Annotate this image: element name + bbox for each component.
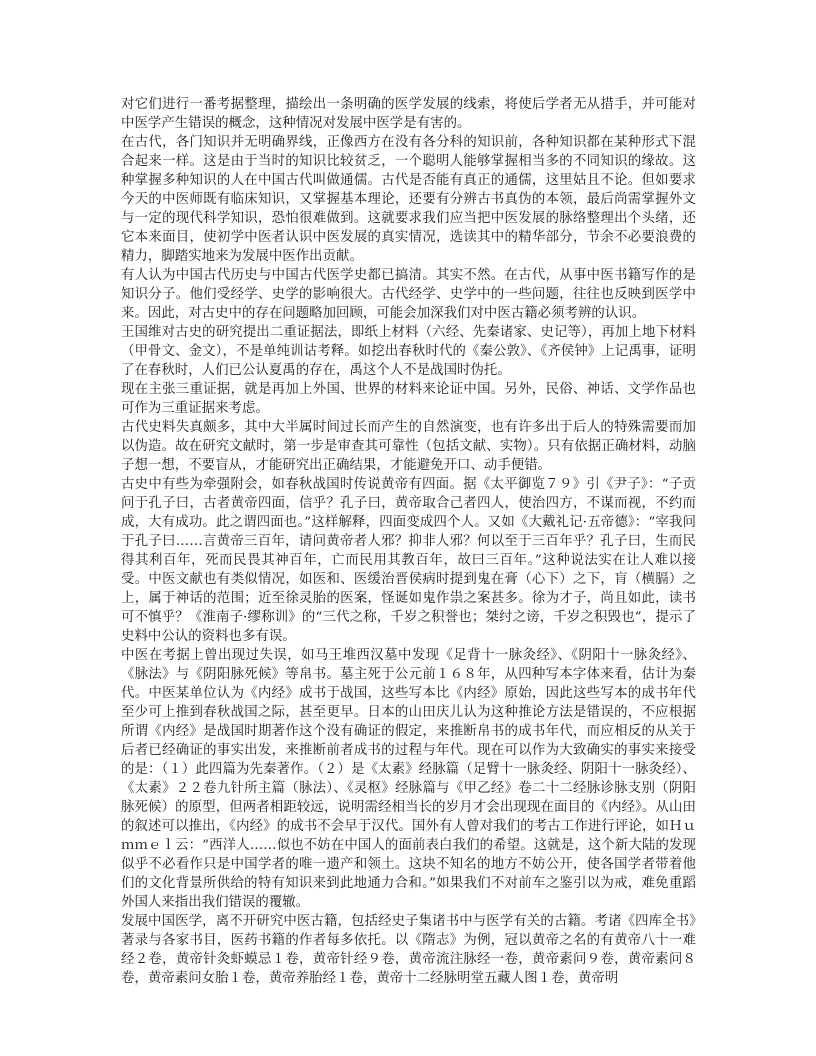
paragraph-2: 在古代，各门知识并无明确界线，正像西方在没有各分科的知识前，各种知识都在某种形式下混合起来一样。这是由于当时的知识比较贫乏，一个聪明人能够掌握相当多的不同知识的缘故。这种掌握多种知识的人在中国古代叫做通儒。古代是否能有真正的通儒，这里姑且不论。但如要求今天的中医师既有临床知识，又掌握基本理论，还要有分辨古书真伪的本领，最后尚需掌握外文与一定的现代科学知识，恐怕很难做到。这就要求我们应当把中医发展的脉络整理出个头绪，还它本来面目，使初学中医者认识中医发展的真实情况，选读其中的精华部分，节余不必要浪费的精力，脚踏实地来为发展中医作出贡献。 xyxy=(121,135,696,264)
paragraph-6: 古代史料失真颇多，其中大半属时间过长而产生的自然演变，也有许多出于后人的特殊需要而加以伪造。故在研究文献时，第一步是审查其可靠性（包括文献、实物）。只有依据正确材料，动脑子想一想，不要盲从，才能研究出正确结果，才能避免开口、动手便错。 xyxy=(121,420,696,473)
paragraph-8: 中医在考据上曾出现过失误，如马王堆西汉墓中发现《足背十一脉灸经》、《阴阳十一脉灸经》、《脉法》与《阴阳脉死候》等帛书。墓主死于公元前１６８年，从四种写本字体来看，估计为秦代。中医某单位认为《内经》成书于战国，这些写本比《内经》原始，因此这些写本的成书年代至少可上推到春秋战国之际，甚至更早。日本的山田庆儿认为这种推论方法是错误的，不应根据所谓《内经》是战国时期著作这个没有确证的假定，来推断帛书的成书年代，而应相反的从关于后者已经确证的事实出发，来推断前者成书的过程与年代。现在可以作为大致确实的事实来接受的是：（１）此四篇为先秦著作。（２）是《太素》经脉篇（足臂十一脉灸经、阴阳十一脉灸经）、《太素》２２卷九针所主篇（脉法）、《灵枢》经脉篇与《甲乙经》卷二十二经脉诊脉支别（阴阳脉死候）的原型，但两者相距较远，说明需经相当长的岁月才会出现现在面目的《内经》。从山田的叙述可以推出，《内经》的成书不会早于汉代。国外有人曾对我们的考古工作进行评论，如Ｈｕｍｍｅｌ云：“西洋人……似也不妨在中国人的面前表白我们的希望。这就是，这个新大陆的发现似乎不必看作只是中国学者的唯一遗产和领土。这块不知名的地方不妨公开，使各国学者带着他们的文化背景所供给的特有知识来到此地通力合和。”如果我们不对前车之鉴引以为戒，难免重蹈外国人来指出我们错误的覆辙。 xyxy=(121,648,696,910)
paragraph-4: 王国维对古史的研究提出二重证据法，即纸上材料（六经、先秦诸家、史记等），再加上地下材料（甲骨文、金文），不是单纯训诂考释。如挖出春秋时代的《秦公敦》、《齐侯钟》上记禹事，证明了在春秋时，人们已公认夏禹的存在，禹这个人不是战国时伪托。 xyxy=(121,325,696,378)
paragraph-1: 对它们进行一番考据整理，描绘出一条明确的医学发展的线索，将使后学者无从措手，并可能对中医学产生错误的概念，这种情况对发展中医学是有害的。 xyxy=(121,97,696,131)
paragraph-7: 古史中有些为牵强附会，如春秋战国时传说黄帝有四面。据《太平御览７９》引《尹子》：“子贡问于孔子曰，古者黄帝四面，信乎？孔子曰，黄帝取合己者四人，使治四方，不谋而视，不约而成，大有成功。此之谓四面也。”这样解释，四面变成四个人。又如《大戴礼记·五帝德》：“宰我问于孔子曰……言黄帝三百年，请问黄帝者人邪？抑非人邪？何以至于三百年乎？孔子曰，生而民得其利百年，死而民畏其神百年，亡而民用其教百年，故曰三百年。”这种说法实在让人难以接受。中医文献也有类似情况，如医和、医缓治晋侯病时提到鬼在膏（心下）之下，肓（横膈）之上，属于神话的范围；近至徐灵胎的医案，怪诞如鬼作祟之案甚多。徐为才子，尚且如此，读书可不慎乎？《淮南子·缪称训》的“三代之称，千岁之积誉也；桀纣之谤，千岁之积毁也”，提示了史料中公认的资料也多有误。 xyxy=(121,477,696,644)
paragraph-3: 有人认为中国古代历史与中国古代医学史都已搞清。其实不然。在古代，从事中医书籍写作的是知识分子。他们受经学、史学的影响很大。古代经学、史学中的一些问题，往往也反映到医学中来。因此，对古史中的存在问题略加回顾，可能会加深我们对中医古籍必须考辨的认识。 xyxy=(121,268,696,321)
paragraph-5: 现在主张三重证据，就是再加上外国、世界的材料来论证中国。另外，民俗、神话、文学作品也可作为三重证据来考虑。 xyxy=(121,382,696,416)
paragraph-9: 发展中国医学，离不开研究中医古籍，包括经史子集诸书中与医学有关的古籍。考诸《四库全书》著录与各家书目，医药书籍的作者每多依托。以《隋志》为例，冠以黄帝之名的有黄帝八十一难经２卷，黄帝针灸虾蟆忌１卷，黄帝针经９卷，黄帝流注脉经一卷，黄帝素问９卷，黄帝素问８卷，黄帝素问女胎１卷，黄帝养胎经１卷，黄帝十二经脉明堂五藏人图１卷，黄帝明 xyxy=(121,914,696,986)
document-page xyxy=(121,95,696,988)
